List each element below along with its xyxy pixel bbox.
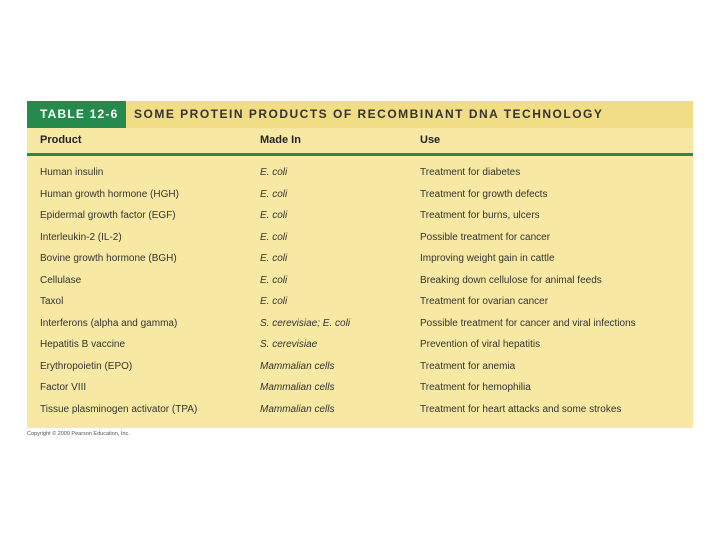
cell-made-in: E. coli (260, 210, 288, 221)
cell-made-in: Mammalian cells (260, 360, 335, 372)
cell-use: Prevention of viral hepatitis (420, 339, 541, 350)
table-row (27, 270, 693, 292)
cell-use: Treatment for burns, ulcers (420, 210, 540, 221)
table-row (27, 205, 693, 227)
column-header-product: Product (40, 134, 82, 146)
cell-made-in: E. coli (260, 253, 288, 264)
table-row (27, 248, 693, 270)
cell-product: Interleukin-2 (IL-2) (40, 231, 122, 243)
cell-use: Possible treatment for cancer and viral infections (420, 317, 636, 329)
recombinant-protein-table (27, 101, 693, 428)
table-title: SOME PROTEIN PRODUCTS OF RECOMBINANT DNA TECHNOLOGY (134, 107, 604, 121)
cell-made-in: Mammalian cells (260, 382, 335, 393)
cell-use: Treatment for heart attacks and some strokes (420, 403, 622, 415)
cell-made-in: E. coli (260, 274, 288, 286)
cell-product: Bovine growth hormone (BGH) (40, 253, 177, 264)
column-header-use: Use (420, 134, 441, 146)
table-row (27, 313, 693, 335)
cell-use: Treatment for ovarian cancer (420, 296, 549, 307)
cell-product: Cellulase (40, 274, 82, 286)
cell-made-in: S. cerevisiae (260, 339, 318, 350)
table-row (27, 184, 693, 206)
table-row (27, 227, 693, 249)
column-header-made-in: Made In (260, 134, 301, 146)
copyright-notice: Copyright © 2009 Pearson Education, Inc. (27, 431, 130, 437)
cell-use: Possible treatment for cancer (420, 231, 551, 243)
cell-product: Hepatitis B vaccine (40, 339, 126, 350)
cell-use: Treatment for anemia (420, 360, 516, 372)
cell-use: Treatment for hemophilia (420, 382, 531, 393)
cell-use: Breaking down cellulose for animal feeds (420, 274, 602, 286)
cell-use: Treatment for diabetes (420, 167, 521, 178)
cell-product: Epidermal growth factor (EGF) (40, 210, 176, 221)
cell-product: Taxol (40, 296, 64, 307)
table-row (27, 399, 693, 421)
cell-product: Erythropoietin (EPO) (40, 360, 133, 372)
header-divider (27, 153, 693, 156)
cell-made-in: E. coli (260, 296, 288, 307)
cell-product: Interferons (alpha and gamma) (40, 317, 178, 329)
cell-made-in: E. coli (260, 188, 288, 200)
cell-made-in: E. coli (260, 231, 288, 243)
table-header-row (27, 128, 693, 153)
cell-made-in: S. cerevisiae; E. coli (260, 317, 351, 329)
table-row (27, 377, 693, 399)
table-row (27, 334, 693, 356)
cell-product: Factor VIII (40, 382, 87, 393)
cell-use: Improving weight gain in cattle (420, 253, 555, 264)
table-row (27, 356, 693, 378)
table-title-bar (27, 101, 693, 128)
cell-product: Human growth hormone (HGH) (40, 188, 179, 200)
table-label: TABLE 12-6 (27, 101, 126, 128)
cell-product: Tissue plasminogen activator (TPA) (40, 403, 198, 415)
cell-made-in: Mammalian cells (260, 403, 335, 415)
table-row (27, 162, 693, 184)
cell-made-in: E. coli (260, 167, 288, 178)
cell-product: Human insulin (40, 167, 104, 178)
table-body (27, 162, 693, 420)
table-row (27, 291, 693, 313)
cell-use: Treatment for growth defects (420, 188, 548, 200)
